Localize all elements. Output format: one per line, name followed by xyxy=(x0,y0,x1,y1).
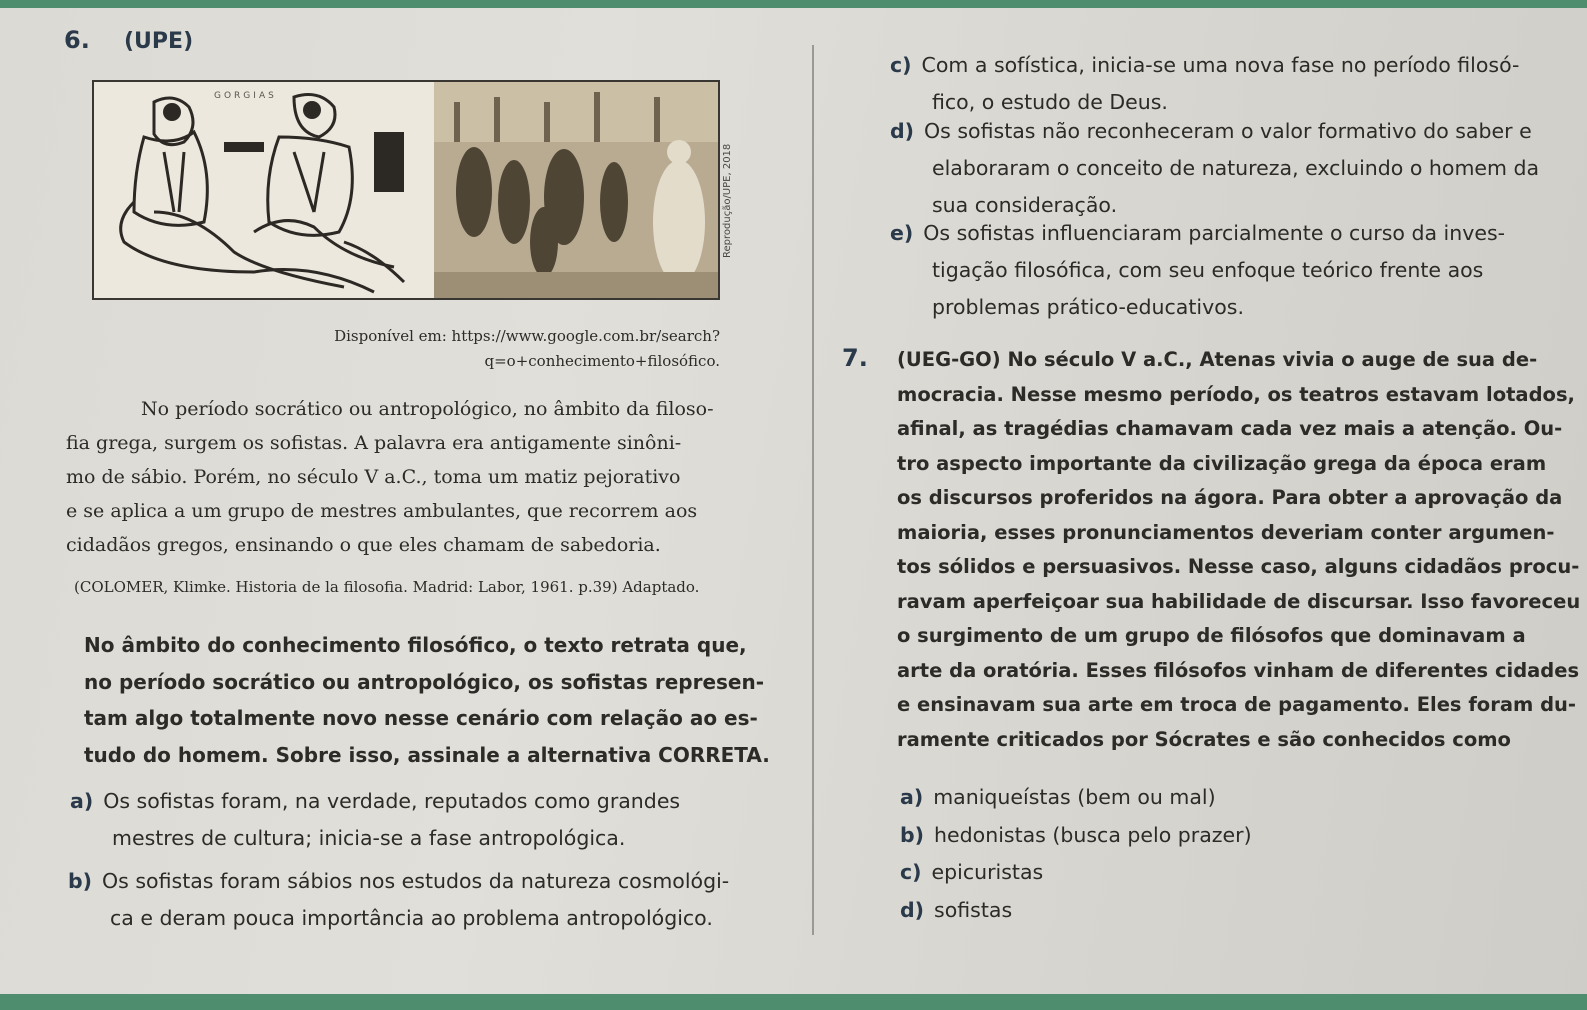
option-text: Com a sofística, inicia-se uma nova fase no período filosó- xyxy=(921,53,1520,77)
option-letter: a) xyxy=(900,785,924,809)
q7-line: tos sólidos e persuasivos. Nesse caso, alguns cidadãos procu- xyxy=(897,555,1580,578)
illustration-inscription: GORGIAS xyxy=(214,91,277,101)
option-text: maniqueístas (bem ou mal) xyxy=(933,785,1216,809)
option-text: epicuristas xyxy=(931,860,1044,884)
option-7b xyxy=(900,817,1252,855)
question-7-number: 7. xyxy=(842,344,868,372)
option-letter: b) xyxy=(900,822,925,847)
option-text: hedonistas (busca pelo prazer) xyxy=(934,822,1252,847)
passage-line: cidadãos gregos, ensinando o que eles chamam de sabedoria. xyxy=(66,534,661,556)
option-text: elaboraram o conceito de natureza, excluindo o homem da xyxy=(932,156,1540,180)
sophists-illustration xyxy=(92,80,720,300)
prompt-line: No âmbito do conhecimento filosófico, o texto retrata que, xyxy=(84,633,747,657)
option-6e xyxy=(890,215,1505,326)
q7-line: ravam aperfeiçoar sua habilidade de discursar. Isso favoreceu xyxy=(897,589,1581,613)
q7-line: tro aspecto importante da civilização grega da época eram xyxy=(897,451,1547,475)
q7-line: maioria, esses pronunciamentos deveriam conter argumen- xyxy=(897,520,1555,544)
option-6c xyxy=(890,47,1519,121)
option-text: Os sofistas foram sábios nos estudos da natureza cosmológi- xyxy=(102,869,730,893)
prompt-line: no período socrático ou antropológico, os sofistas represen- xyxy=(84,669,765,694)
prompt-line: tudo do homem. Sobre isso, assinale a alternativa CORRETA. xyxy=(84,742,770,767)
option-letter: c) xyxy=(890,53,912,77)
prompt-line: tam algo totalmente novo nesse cenário com relação ao es- xyxy=(84,706,758,730)
passage-line: fia grega, surgem os sofistas. A palavra era antigamente sinôni- xyxy=(66,432,682,454)
option-text: fico, o estudo de Deus. xyxy=(932,90,1168,114)
option-text: Os sofistas influenciaram parcialmente o curso da inves- xyxy=(923,221,1506,245)
option-text: problemas prático-educativos. xyxy=(932,295,1244,319)
option-text: mestres de cultura; inicia-se a fase antropológica. xyxy=(112,826,626,850)
option-text: Os sofistas não reconheceram o valor formativo do saber e xyxy=(924,119,1532,143)
q7-line: e ensinavam sua arte em troca de pagamento. Eles foram du- xyxy=(897,693,1577,716)
passage-line: e se aplica a um grupo de mestres ambulantes, que recorrem aos xyxy=(66,500,698,522)
source-url-line2: q=o+conhecimento+filosófico. xyxy=(484,352,720,370)
option-letter: e) xyxy=(890,221,914,245)
option-text: sua consideração. xyxy=(932,193,1118,217)
bottom-color-band xyxy=(0,994,1587,1010)
top-color-band xyxy=(0,0,1587,8)
question-6-number: 6. xyxy=(64,26,90,54)
option-letter: d) xyxy=(890,119,915,143)
question-7-options xyxy=(900,779,1252,929)
q7-line: mocracia. Nesse mesmo período, os teatros estavam lotados, xyxy=(897,382,1575,406)
column-divider xyxy=(812,45,814,935)
option-6b xyxy=(68,863,729,937)
q7-line: ramente criticados por Sócrates e são conhecidos como xyxy=(897,727,1511,751)
option-7a xyxy=(900,779,1252,817)
q7-line: os discursos proferidos na ágora. Para obter a aprovação da xyxy=(897,486,1563,509)
passage-line: No período socrático ou antropológico, no âmbito da filoso- xyxy=(141,398,714,420)
option-text: sofistas xyxy=(934,897,1013,922)
passage-reference: (COLOMER, Klimke. Historia de la filosofia. Madrid: Labor, 1961. p.39) Adaptado. xyxy=(74,578,700,596)
option-7d xyxy=(900,892,1252,930)
image-credit: Reprodução/UPE, 2018 xyxy=(722,143,733,258)
q7-line: (UEG-GO) No século V a.C., Atenas vivia o auge de sua de- xyxy=(897,348,1538,371)
option-6a xyxy=(70,783,680,857)
option-text: tigação filosófica, com seu enfoque teórico frente aos xyxy=(932,258,1484,282)
question-7-text xyxy=(897,343,1580,757)
passage-line: mo de sábio. Porém, no século V a.C., toma um matiz pejorativo xyxy=(66,466,681,488)
option-text: Os sofistas foram, na verdade, reputados como grandes xyxy=(103,789,681,813)
question-6-source-tag: (UPE) xyxy=(124,29,194,54)
option-letter: d) xyxy=(900,897,925,922)
option-letter: c) xyxy=(900,860,922,884)
illustration-image xyxy=(94,82,718,298)
q7-line: afinal, as tragédias chamavam cada vez mais a atenção. Ou- xyxy=(897,417,1563,440)
option-letter: a) xyxy=(70,789,94,813)
option-7c xyxy=(900,854,1252,892)
q7-line: o surgimento de um grupo de filósofos que dominavam a xyxy=(897,624,1526,647)
q7-line: arte da oratória. Esses filósofos vinham de diferentes cidades xyxy=(897,658,1580,682)
option-letter: b) xyxy=(68,869,93,893)
question-6-prompt xyxy=(84,627,770,773)
option-6d xyxy=(890,113,1539,224)
passage xyxy=(66,392,714,562)
option-text: ca e deram pouca importância ao problema antropológico. xyxy=(110,906,713,930)
source-url-line1: Disponível em: https://www.google.com.br/search? xyxy=(334,327,720,345)
